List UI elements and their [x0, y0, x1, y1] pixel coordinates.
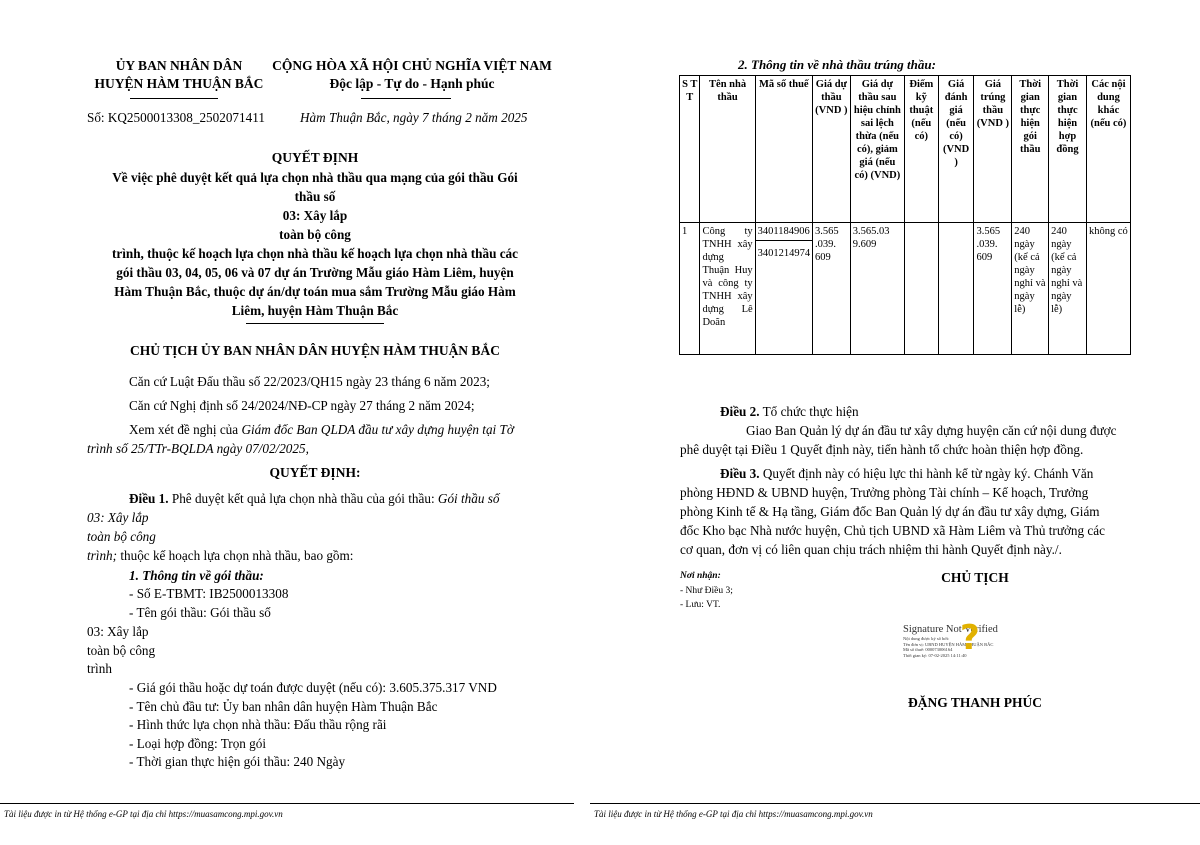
right-footer: Tài liệu được in từ Hệ thống e-GP tại địa chỉ https://muasamcong.mpi.gov.vn — [594, 809, 873, 819]
col-header-other: Các nội dung khác (nếu có) — [1086, 76, 1130, 223]
article-3-line: phòng Kinh tế & Hạ tầng, Giám đốc Ban Quản lý dự án đầu tư xây dựng, Giám — [680, 504, 1100, 519]
basis-decree: Căn cứ Nghị định số 24/2024/NĐ-CP ngày 27 tháng 2 năm 2024; — [129, 398, 475, 413]
cell-win: 3.565 .039. 609 — [974, 223, 1012, 355]
article-2-line: Giao Ban Quản lý dự án đầu tư xây dựng huyện căn cứ nội dung được — [746, 423, 1117, 438]
org-line-2: HUYỆN HÀM THUẬN BẮC — [94, 76, 264, 91]
signature-detail: Mã số thuế: 000073006164 — [903, 647, 953, 652]
col-header-contract-time: Thời gian thực hiện hợp đồng — [1049, 76, 1087, 223]
nation-line-1: CỘNG HÒA XÃ HỘI CHỦ NGHĨA VIỆT NAM — [272, 58, 552, 73]
decision-title: QUYẾT ĐỊNH — [271, 150, 359, 165]
col-header-name: Tên nhà thầu — [700, 76, 755, 223]
recipient-item: - Lưu: VT. — [680, 600, 721, 610]
article-3-line: cơ quan, đơn vị có liên quan chịu trách nhiệm thi hành Quyết định này./. — [680, 542, 1062, 557]
article-1-package-cont: 03: Xây lắp — [87, 510, 149, 525]
left-footer: Tài liệu được in từ Hệ thống e-GP tại địa chỉ https://muasamcong.mpi.gov.vn — [4, 809, 283, 819]
nation-underline — [361, 98, 451, 99]
basis-proposal-italic: Giám đốc Ban QLDA đầu tư xây dựng huyện tại Tờ — [241, 422, 514, 437]
basis-proposal-prefix: Xem xét đề nghị của — [129, 422, 242, 437]
right-footer-rule — [590, 803, 1200, 804]
article-3-line-1 — [720, 464, 1093, 483]
article-2-heading — [720, 402, 859, 421]
article-3-line: đốc Kho bạc Nhà nước huyện, Chủ tịch UBND xã Hàm Liêm và Thủ trưởng các — [680, 523, 1105, 538]
subject-line: trình, thuộc kế hoạch lựa chọn nhà thầu kế hoạch lựa chọn nhà thầu các — [111, 246, 519, 261]
cell-tax — [755, 223, 812, 355]
basis-proposal — [129, 420, 514, 439]
org-line-1: ỦY BAN NHÂN DÂN — [115, 58, 243, 73]
cell-bid: 3.565 .039. 609 — [812, 223, 850, 355]
cell-adjusted: 3.565.03 9.609 — [850, 223, 904, 355]
subject-line: Về việc phê duyệt kết quả lựa chọn nhà thầu qua mạng của gói thầu Gói — [112, 170, 518, 185]
place-date: Hàm Thuận Bắc, ngày 7 tháng 2 năm 2025 — [300, 110, 528, 125]
col-header-pkg-time: Thời gian thực hiện gói thầu — [1012, 76, 1049, 223]
winner-table — [679, 75, 1131, 355]
article-1-package: Gói thầu số — [437, 491, 500, 506]
package-name-cont: trình — [87, 661, 112, 676]
signature-detail: Tên đơn vị: UBND HUYỆN HÀM THUẬN BẮC — [903, 641, 994, 647]
nation-header — [262, 57, 562, 93]
table-header-row — [680, 76, 1131, 223]
subject-underline — [246, 323, 384, 324]
unverified-question-icon: ? — [960, 618, 980, 658]
basis-law: Căn cứ Luật Đấu thầu số 22/2023/QH15 ngày 23 tháng 6 năm 2023; — [129, 374, 490, 389]
basis-proposal-cont: trình số 25/TTr-BQLDA ngày 07/02/2025, — [87, 441, 309, 456]
nation-line-2: Độc lập - Tự do - Hạnh phúc — [329, 76, 495, 91]
subject-line: Hàm Thuận Bắc, thuộc dự án/dự toán mua sắm Trường Mẫu giáo Hàm — [114, 284, 516, 299]
subject-line: 03: Xây lắp — [282, 208, 348, 223]
tax-code-1: 3401184906 — [756, 223, 812, 241]
col-header-adjusted: Giá dự thầu sau hiệu chỉnh sai lệch thừa (nếu có), giảm giá (nếu có) (VND) — [850, 76, 904, 223]
package-duration: - Thời gian thực hiện gói thầu: 240 Ngày — [129, 754, 346, 769]
cell-contract-time: 240 ngày (kể cả ngày nghỉ và ngày lễ) — [1049, 223, 1087, 355]
package-price: - Giá gói thầu hoặc dự toán được duyệt (nếu có): 3.605.375.317 VND — [129, 680, 497, 695]
section-2-title: 2. Thông tin về nhà thầu trúng thầu: — [738, 57, 936, 72]
article-1-package-cont: toàn bộ công — [87, 529, 156, 544]
org-header — [84, 57, 274, 93]
article-3-text: Quyết định này có hiệu lực thi hành kể từ ngày ký. Chánh Văn — [759, 466, 1094, 481]
table-row — [680, 223, 1131, 355]
article-1-text: Phê duyệt kết quả lựa chọn nhà thầu của gói thầu: — [168, 491, 438, 506]
package-name-cont: 03: Xây lắp — [87, 624, 149, 639]
left-footer-rule — [0, 803, 574, 804]
cell-name: Công ty TNHH xây dựng Thuận Huy và công ty TNHH xây dựng Lê Doãn — [700, 223, 755, 355]
signature-detail: Nội dung được ký số bởi: — [903, 636, 950, 641]
col-header-stt: S T T — [680, 76, 700, 223]
doc-number: Số: KQ2500013308_2502071411 — [87, 110, 265, 125]
cell-stt: 1 — [680, 223, 700, 355]
recipient-item: - Như Điều 3; — [680, 586, 733, 596]
cell-eval — [938, 223, 974, 355]
cell-pkg-time: 240 ngày (kể cả ngày nghỉ và ngày lễ) — [1012, 223, 1049, 355]
section-1-title: 1. Thông tin về gói thầu: — [129, 568, 264, 583]
subject-line: Liêm, huyện Hàm Thuận Bắc — [231, 303, 399, 318]
signature-detail: Thời gian ký: 07-02-2025 14:11:40 — [903, 652, 967, 658]
col-header-eval: Giá đánh giá (nếu có) (VND ) — [938, 76, 974, 223]
contract-type: - Loại hợp đồng: Trọn gói — [129, 736, 267, 751]
article-2-label: Điều 2. — [720, 404, 760, 419]
recipients-title: Nơi nhận: — [680, 571, 721, 581]
article-1-tail: thuộc kế hoạch lựa chọn nhà thầu, bao gồm: — [117, 548, 354, 563]
tax-code-2: 3401214974 — [757, 248, 811, 259]
article-1-label: Điều 1. — [129, 491, 169, 506]
decides-heading: QUYẾT ĐỊNH: — [269, 465, 361, 480]
authority-title: CHỦ TỊCH ỦY BAN NHÂN DÂN HUYỆN HÀM THUẬN BẮC — [130, 343, 500, 358]
tbmt-number: - Số E-TBMT: IB2500013308 — [129, 586, 289, 601]
package-name: - Tên gói thầu: Gói thầu số — [129, 605, 271, 620]
col-header-tech: Điểm kỹ thuật (nếu có) — [904, 76, 938, 223]
col-header-bid: Giá dự thầu (VND ) — [812, 76, 850, 223]
col-header-tax: Mã số thuế — [755, 76, 812, 223]
signer-title: CHỦ TỊCH — [941, 570, 1009, 585]
subject-line: gói thầu 03, 04, 05, 06 và 07 dự án Trường Mẫu giáo Hàm Liêm, huyện — [116, 265, 514, 280]
article-3-label: Điều 3. — [720, 466, 760, 481]
cell-tech — [904, 223, 938, 355]
subject-line: thầu số — [294, 189, 336, 204]
article-2-line: phê duyệt tại Điều 1 Quyết định này, tiến hành tổ chức hoàn thiện hợp đồng. — [680, 442, 1084, 457]
org-underline — [130, 98, 218, 99]
signer-name: ĐẶNG THANH PHÚC — [907, 695, 1042, 710]
subject-line: toàn bộ công — [279, 227, 351, 242]
signature-status: Signature Not Verified — [903, 624, 998, 635]
article-3-line: phòng HĐND & UBND huyện, Trưởng phòng Tài chính – Kế hoạch, Trưởng — [680, 485, 1089, 500]
article-1-package-end: trình; — [87, 548, 118, 563]
article-1 — [129, 489, 499, 508]
decision-subject — [87, 168, 543, 320]
article-2-title: Tổ chức thực hiện — [759, 404, 859, 419]
investor: - Tên chủ đầu tư: Ủy ban nhân dân huyện Hàm Thuận Bắc — [129, 699, 438, 714]
selection-form: - Hình thức lựa chọn nhà thầu: Đấu thầu rộng rãi — [129, 717, 387, 732]
col-header-win: Giá trúng thầu (VND ) — [974, 76, 1012, 223]
package-name-cont: toàn bộ công — [87, 643, 156, 658]
article-1-tail-line — [87, 546, 353, 565]
cell-other: không có — [1086, 223, 1130, 355]
